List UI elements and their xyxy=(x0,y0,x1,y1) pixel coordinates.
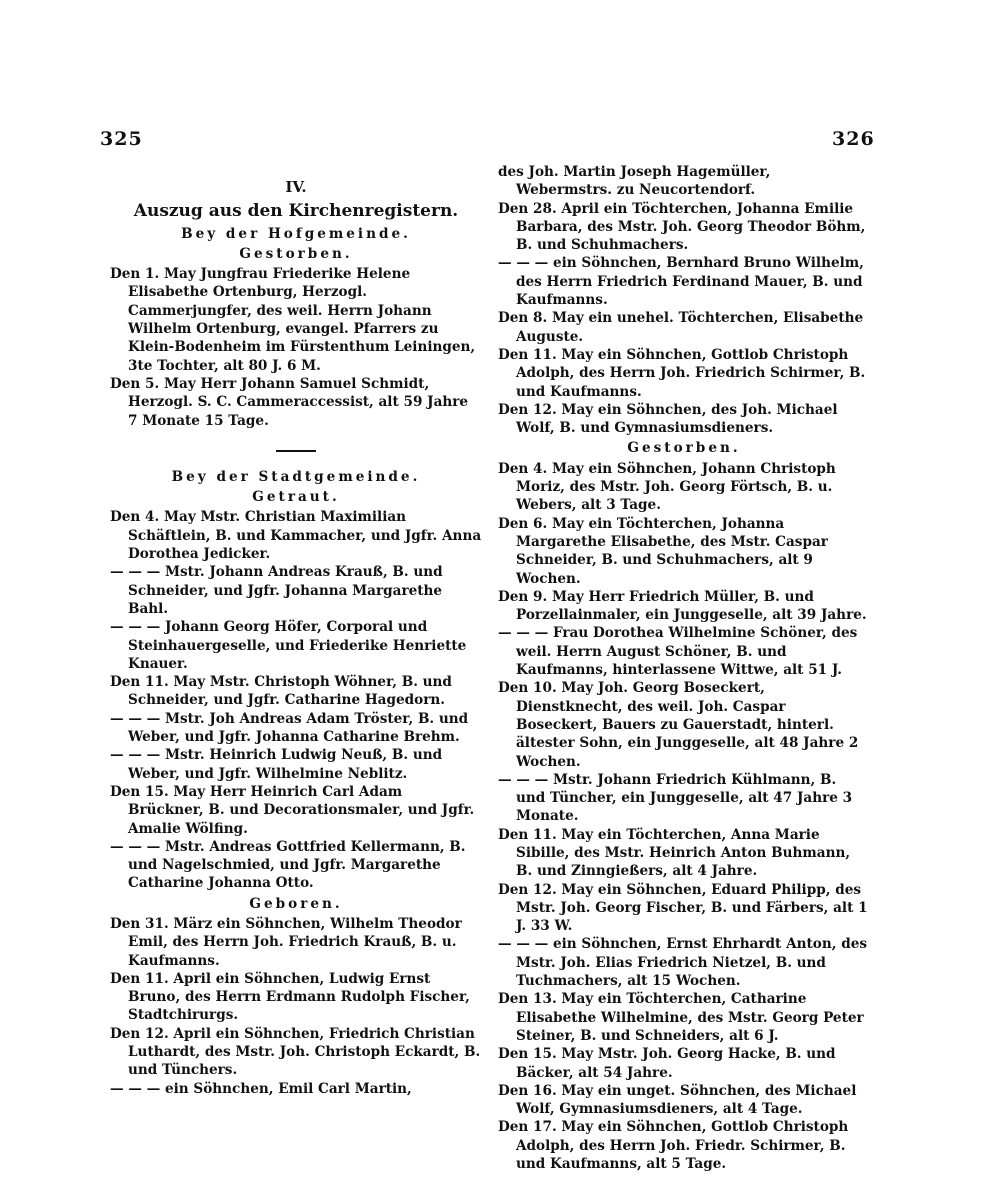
section-divider xyxy=(276,450,316,452)
left-register-entry: — — — Mstr. Johann Andreas Krauß, B. und Schneider, und Jgfr. Johanna Margarethe Bahl. xyxy=(110,564,443,617)
right-register-entry: Den 6. May ein Töchterchen, Johanna Margarethe Elisabethe, des Mstr. Caspar Schneider, B. und Schuhmachers, alt 9 Wochen. xyxy=(498,515,828,587)
section-number: IV. xyxy=(285,178,307,196)
right-column xyxy=(498,163,870,1173)
right-register-entry: Den 10. May Joh. Georg Boseckert, Dienstknecht, des weil. Joh. Caspar Boseckert, Bauers zu Gauerstadt, hinterl. ältester Sohn, ein Junggeselle, alt 48 Jahre 2 Wochen. xyxy=(498,680,859,770)
right-register-entry: des Joh. Martin Joseph Hagemüller, Webermstrs. zu Neucortendorf. xyxy=(498,164,771,199)
subsection-heading: Getraut. xyxy=(252,489,340,506)
left-register-entry: Den 31. März ein Söhnchen, Wilhelm Theodor Emil, des Herrn Joh. Friedrich Krauß, B. u. Kaufmanns. xyxy=(110,915,462,969)
right-register-entry: Den 9. May Herr Friedrich Müller, B. und Porzellainmaler, ein Junggeselle, alt 39 Jahre. xyxy=(498,588,867,624)
left-register-entry: — — — Mstr. Joh Andreas Adam Tröster, B. und Weber, und Jgfr. Johanna Catharine Brehm. xyxy=(110,710,469,746)
subsection-heading: Gestorben. xyxy=(627,440,741,457)
right-register-entry: Den 15. May Mstr. Joh. Georg Hacke, B. und Bäcker, alt 54 Jahre. xyxy=(498,1046,836,1081)
right-register-entry: Den 17. May ein Söhnchen, Gottlob Christoph Adolph, des Herrn Joh. Friedr. Schirmer, B. und Kaufmanns, alt 5 Tage. xyxy=(498,1119,849,1173)
left-register-entry: Den 11. May Mstr. Christoph Wöhner, B. und Schneider, und Jgfr. Catharine Hagedorn. xyxy=(110,674,452,709)
left-register-entry: Den 4. May Mstr. Christian Maximilian Schäftlein, B. und Kammacher, und Jgfr. Anna Dorothea Jedicker. xyxy=(110,509,482,563)
left-register-entry: — — — ein Söhnchen, Emil Carl Martin, xyxy=(110,1080,412,1097)
left-register-entry: — — — Mstr. Heinrich Ludwig Neuß, B. und Weber, und Jgfr. Wilhelmine Neblitz. xyxy=(110,747,443,782)
right-register-entry: Den 13. May ein Töchterchen, Catharine Elisabethe Wilhelmine, des Mstr. Georg Peter Steiner, B. und Schneiders, alt 6 J. xyxy=(498,991,864,1044)
right-register-entry: Den 12. May ein Söhnchen, Eduard Philipp, des Mstr. Joh. Georg Fischer, B. und Färbers, alt 1 J. 33 W. xyxy=(498,881,868,935)
right-register-entry: Den 28. April ein Töchterchen, Johanna Emilie Barbara, des Mstr. Joh. Georg Theodor Böhm, B. und Schuhmachers. xyxy=(498,200,866,254)
subsection-heading: Bey der Hofgemeinde. xyxy=(181,225,411,242)
left-register-entry: — — — Johann Georg Höfer, Corporal und Steinhauergeselle, und Friederike Henriette Knauer. xyxy=(110,619,467,672)
right-register-entry: Den 12. May ein Söhnchen, des Joh. Michael Wolf, B. und Gymnasiumsdieners. xyxy=(498,401,838,437)
left-register-entry: Den 15. May Herr Heinrich Carl Adam Brückner, B. und Decorationsmaler, und Jgfr. Amalie Wölfing. xyxy=(110,783,475,837)
right-register-entry: — — — ein Söhnchen, Ernst Ehrhardt Anton, des Mstr. Joh. Elias Friedrich Nietzel, B. und Tuchmachers, alt 15 Wochen. xyxy=(498,936,867,990)
page-number-left: 325 xyxy=(100,128,143,150)
right-register-entry: Den 8. May ein unehel. Töchterchen, Elisabethe Auguste. xyxy=(498,310,864,345)
left-register-entry: Den 12. April ein Söhnchen, Friedrich Christian Luthardt, des Mstr. Joh. Christoph Eckardt, B. und Tünchers. xyxy=(110,1025,481,1079)
left-register-entry: Den 1. May Jungfrau Friederike Helene Elisabethe Ortenburg, Herzogl. Cammerjungfer, des weil. Herrn Johann Wilhelm Ortenburg, evangel. Pfarrers zu Klein-Bodenheim im Fürstenthum Leiningen, 3te Tochter, alt 80 J. 6 M. xyxy=(110,266,476,374)
section-title: Auszug aus den Kirchenregistern. xyxy=(133,201,459,222)
left-column xyxy=(110,163,482,1098)
left-register-entry: Den 5. May Herr Johann Samuel Schmidt, Herzogl. S. C. Cammeraccessist, alt 59 Jahre 7 Monate 15 Tage. xyxy=(110,375,469,429)
right-register-entry: — — — Frau Dorothea Wilhelmine Schöner, des weil. Herrn August Schöner, B. und Kaufmanns, hinterlassene Wittwe, alt 51 J. xyxy=(498,625,858,679)
subsection-heading: Gestorben. xyxy=(239,245,353,262)
right-register-entry: — — — ein Söhnchen, Bernhard Bruno Wilhelm, des Herrn Friedrich Ferdinand Mauer, B. und Kaufmanns. xyxy=(498,255,864,309)
subsection-heading: Geboren. xyxy=(249,895,343,912)
right-register-entry: Den 4. May ein Söhnchen, Johann Christoph Moriz, des Mstr. Joh. Georg Förtsch, B. u. Webers, alt 3 Tage. xyxy=(498,460,836,514)
right-register-entry: — — — Mstr. Johann Friedrich Kühlmann, B. und Tüncher, ein Junggeselle, alt 47 Jahre 3 Monate. xyxy=(498,771,853,825)
page-number-right: 326 xyxy=(832,128,875,150)
left-register-entry: Den 11. April ein Söhnchen, Ludwig Ernst Bruno, des Herrn Erdmann Rudolph Fischer, Stadtchirurgs. xyxy=(110,970,470,1024)
right-register-entry: Den 11. May ein Söhnchen, Gottlob Christoph Adolph, des Herrn Joh. Friedrich Schirmer, B. und Kaufmanns. xyxy=(498,346,866,400)
right-register-entry: Den 16. May ein unget. Söhnchen, des Michael Wolf, Gymnasiumsdieners, alt 4 Tage. xyxy=(498,1082,857,1118)
subsection-heading: Bey der Stadtgemeinde. xyxy=(171,468,421,485)
left-register-entry: — — — Mstr. Andreas Gottfried Kellermann, B. und Nagelschmied, und Jgfr. Margarethe Catharine Johanna Otto. xyxy=(110,838,466,892)
right-register-entry: Den 11. May ein Töchterchen, Anna Marie Sibille, des Mstr. Heinrich Anton Buhmann, B. und Zinngießers, alt 4 Jahre. xyxy=(498,826,851,880)
